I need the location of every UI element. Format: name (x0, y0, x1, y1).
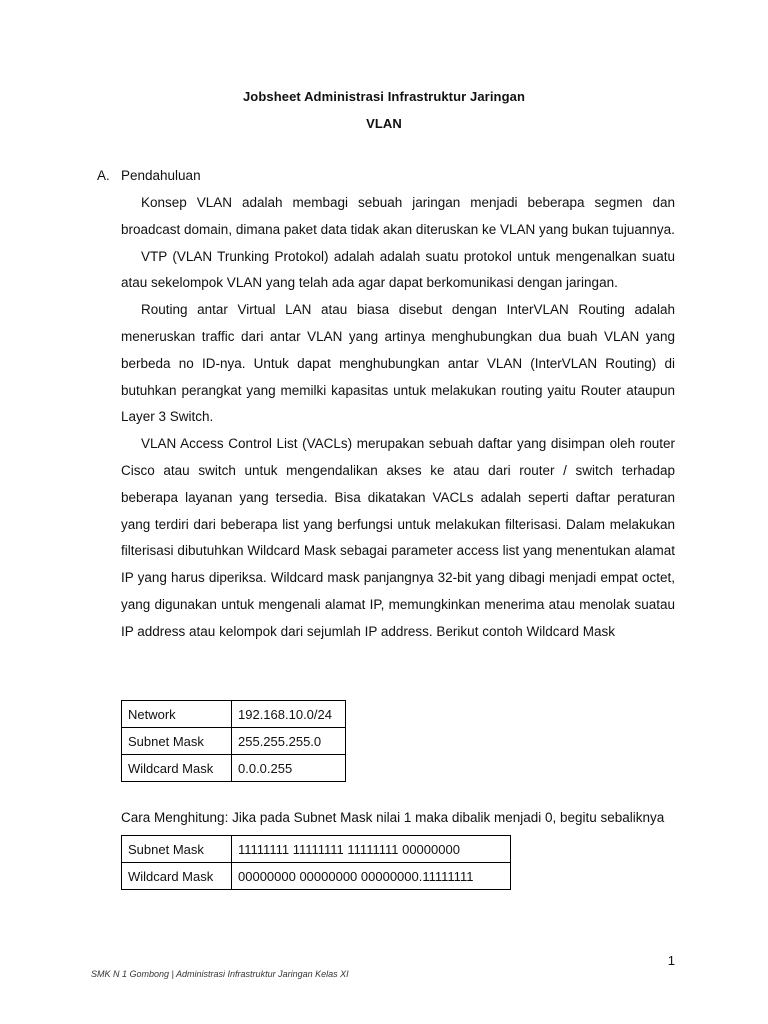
page-number: 1 (667, 953, 675, 968)
body-text (121, 190, 675, 646)
table-row (122, 863, 511, 890)
binary-mask-table (121, 835, 511, 890)
table-cell-label: Wildcard Mask (122, 863, 232, 890)
calculation-note: Cara Menghitung: Jika pada Subnet Mask nilai 1 maka dibalik menjadi 0, begitu sebaliknya (121, 810, 665, 825)
section-number: A. (97, 168, 110, 183)
wildcard-example-table (121, 700, 346, 782)
table-cell-label: Subnet Mask (122, 836, 232, 863)
document-subtitle: VLAN (366, 116, 402, 131)
table-row (122, 701, 346, 728)
table-cell-value: 192.168.10.0/24 (232, 701, 346, 728)
document-title: Jobsheet Administrasi Infrastruktur Jaringan (242, 89, 526, 104)
table-cell-value: 11111111 11111111 11111111 00000000 (232, 836, 511, 863)
table-row (122, 755, 346, 782)
paragraph-vlan-concept: Konsep VLAN adalah membagi sebuah jaringan menjadi beberapa segmen dan broadcast domain, dimana paket data tidak akan diteruskan ke VLAN yang bukan tujuannya. (121, 195, 675, 237)
table-cell-label: Wildcard Mask (122, 755, 232, 782)
paragraph-intervlan-routing: Routing antar Virtual LAN atau biasa disebut dengan InterVLAN Routing adalah meneruskan traffic dari antar VLAN yang artinya menghubungkan dua buah VLAN yang berbeda no ID-nya. Untuk dapat menghubungkan antar VLAN (InterVLAN Routing) di butuhkan perangkat yang memilki kapasitas untuk melakukan routing yaitu Router ataupun Layer 3 Switch. (121, 302, 675, 425)
table-row (122, 836, 511, 863)
table-cell-value: 0.0.0.255 (232, 755, 346, 782)
table-row (122, 728, 346, 755)
section-heading (97, 168, 201, 183)
table-cell-value: 00000000 00000000 00000000.11111111 (232, 863, 511, 890)
table-cell-value: 255.255.255.0 (232, 728, 346, 755)
paragraph-vtp: VTP (VLAN Trunking Protokol) adalah adalah suatu protokol untuk mengenalkan suatu atau sekelompok VLAN yang telah ada agar dapat berkomunikasi dengan jaringan. (121, 248, 675, 291)
table-cell-label: Network (122, 701, 232, 728)
section-title: Pendahuluan (121, 168, 201, 183)
table-cell-label: Subnet Mask (122, 728, 232, 755)
page-footer: SMK N 1 Gombong | Administrasi Infrastruktur Jaringan Kelas XI (91, 969, 349, 979)
paragraph-vacls: VLAN Access Control List (VACLs) merupakan sebuah daftar yang disimpan oleh router Cisco atau switch untuk mengendalikan akses ke atau dari router / switch terhadap beberapa layanan yang tersedia. Bisa dikatakan VACLs adalah seperti daftar peraturan yang terdiri dari beberapa list yang berfungsi untuk melakukan filterisasi. Dalam melakukan filterisasi dibutuhkan Wildcard Mask sebagai parameter access list yang menentukan alamat IP yang harus diperiksa. Wildcard mask panjangnya 32-bit yang dibagi menjadi empat octet, yang digunakan untuk mengenali alamat IP, memungkinkan menerima atau menolak suatau IP address atau kelompok dari sejumlah IP address. Berikut contoh Wildcard Mask (121, 436, 675, 639)
